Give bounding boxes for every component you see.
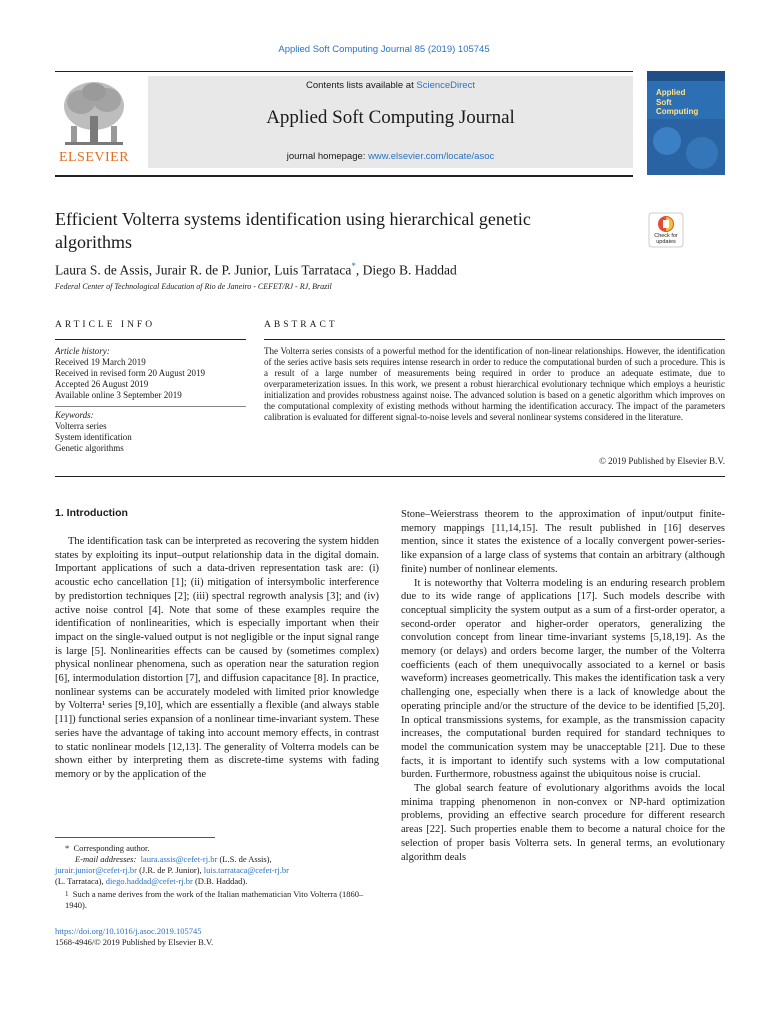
paragraph: The global search feature of evolutionary algorithms avoids the local minima trapping phenomenon in non-convex or NP-hard optimization problems, providing an effective search procedure for different research areas [22]. Such properties enable them to become a natural choice for the selection of proper basis Volterra sets. In general terms, an evolutionary algorithm deals (401, 783, 725, 863)
authors-text: Laura S. de Assis, Jurair R. de P. Junior, Luis Tarrataca (55, 262, 352, 278)
homepage-link[interactable]: www.elsevier.com/locate/asoc (368, 151, 495, 162)
keyword-item: Volterra series (55, 421, 107, 431)
email-owner: (L.S. de Assis), (219, 854, 272, 864)
abstract-heading: ABSTRACT (264, 320, 338, 330)
title-line: Efficient Volterra systems identification using hierarchical genetic (55, 209, 531, 229)
header-bottom-rule (55, 175, 633, 177)
corr-text: Corresponding author. (73, 843, 150, 853)
cover-title (656, 88, 698, 117)
corr-mark: * (65, 843, 70, 853)
header-top-rule (55, 71, 633, 72)
footnote-rule (55, 837, 215, 838)
abstract-rule (264, 339, 725, 340)
paragraph: Stone–Weierstrass theorem to the approximation of input/output finite-memory mappings [11,14,15]. The result published in [16] deserves mention, since it states the existence of a locally convergent power-series-like expansion of a large class of systems that contain an arbitrary (although finite) number of nonlinear elements. (401, 509, 725, 575)
homepage-line (148, 151, 633, 162)
author-list (55, 261, 457, 279)
fn1-text: Such a name derives from the work of the Italian mathematician Vito Volterra (1860–1940). (65, 889, 364, 910)
article-title (55, 208, 625, 254)
email-line (55, 876, 379, 887)
footnote-1 (55, 889, 379, 911)
article-info-heading: ARTICLE INFO (55, 320, 156, 330)
cover-line: Soft (656, 97, 672, 107)
cover-pattern (647, 119, 725, 175)
email-label: E-mail addresses: (75, 854, 137, 864)
keywords (55, 410, 246, 454)
keywords-rule (55, 406, 246, 407)
article-info-rule (55, 339, 246, 340)
email-owner: (D.B. Haddad). (194, 876, 248, 886)
history-item: Received 19 March 2019 (55, 357, 146, 367)
history-item: Accepted 26 August 2019 (55, 379, 149, 389)
sciencedirect-link[interactable]: ScienceDirect (416, 80, 475, 91)
title-line: algorithms (55, 232, 132, 252)
corresponding-author-mark[interactable]: * (351, 261, 356, 271)
footnotes (55, 843, 379, 911)
email-owner: (L. Tarrataca), (55, 876, 104, 886)
article-history (55, 346, 246, 401)
check-for-updates-badge[interactable] (648, 212, 684, 248)
abstract-bottom-rule (55, 476, 725, 477)
cover-line: Applied (656, 88, 686, 97)
email-link[interactable]: jurair.junior@cefet-rj.br (55, 865, 137, 875)
history-item: Received in revised form 20 August 2019 (55, 368, 205, 378)
email-link[interactable]: laura.assis@cefet-rj.br (140, 854, 218, 864)
contents-prefix: Contents lists available at (306, 80, 417, 91)
journal-name: Applied Soft Computing Journal (266, 107, 515, 128)
email-link[interactable]: luis.tarrataca@cefet-rj.br (203, 865, 289, 875)
history-label: Article history: (55, 346, 110, 356)
fn1-mark: 1 (65, 890, 69, 898)
keywords-label: Keywords: (55, 410, 94, 420)
email-line (55, 865, 379, 876)
section-title: 1. Introduction (55, 507, 128, 519)
journal-reference[interactable]: Applied Soft Computing Journal 85 (2019) 105745 (278, 44, 490, 55)
doi-link[interactable]: https://doi.org/10.1016/j.asoc.2019.105745 (55, 926, 202, 936)
elsevier-wordmark: ELSEVIER (58, 150, 130, 165)
keyword-item: System identification (55, 432, 132, 442)
homepage-prefix: journal homepage: (286, 151, 369, 162)
corresponding-author-note (55, 843, 379, 854)
doi-block (55, 926, 379, 948)
keyword-item: Genetic algorithms (55, 443, 124, 453)
issn-line: 1568-4946/© 2019 Published by Elsevier B.V. (55, 937, 214, 947)
right-column (401, 508, 725, 864)
cover-line: Computing (656, 107, 699, 116)
history-item: Available online 3 September 2019 (55, 390, 182, 400)
contents-line (148, 80, 633, 91)
journal-cover-thumbnail[interactable] (647, 71, 725, 175)
abstract-copyright: © 2019 Published by Elsevier B.V. (599, 456, 725, 466)
check-label: Check for (654, 233, 678, 239)
email-line (55, 854, 379, 865)
authors-text: , Diego B. Haddad (355, 262, 457, 278)
cover-top-band (647, 71, 725, 81)
email-link[interactable]: diego.haddad@cefet-rj.br (105, 876, 193, 886)
check-label: updates (656, 239, 676, 245)
left-column (55, 535, 379, 782)
intro-paragraph: The identification task can be interpreted as recovering the system hidden states by exploiting its input–output relationship data in the digital domain. Important applications of such a data-driven representation task are: (i) acoustic echo cancellation [1]; (ii) mitigation of intersymbolic interference by predistortion techniques [2]; (iii) spectral regrowth analysis [3]; and (iv) active noise control [4]. Note that some of these examples require the identification of nonlinearities, which is especially important when their impact on the single-valued output is not negligible or the input signal range is large [5]. Nonlinearities effects can be caused by (sometimes complex) physical nonlinear phenomena, such as operation near the saturation region [6], intermodulation distortion [7], and diffusion capacitance [8]. In practice, nonlinear systems can be accurately modeled with limited prior knowledge by Volterra¹ series [9,10], which are essentially a flexible (and always stable [11]) functional series expansion of a nonlinear time-invariant system. These series have the advantage of taking into account memory effects, in contrast to static nonlinear models [12,13]. The generality of Volterra models can be shown either by interpreting them as discrete-time systems with fading memory or by the application of the (55, 536, 379, 780)
email-owner: (J.R. de P. Junior), (139, 865, 202, 875)
paragraph: It is noteworthy that Volterra modeling is an enduring research problem due to its wide range of applications [17]. Such models describe with conceptual simplicity the system output as a sum of a first-order operator, a second-order operator and higher-order operators, generalizing the convolution concept from linear time-invariant systems [5,18,19]. As the memory (or delays) and orders become larger, the number of the Volterra coefficients (each of them unequivocally associated to a kernel or basis waveform) increases geometrically. This makes the identification task a very challenging one, especially when there is a lack of knowledge about the operating principle and/or the structure of the device to be identified [5,20]. In optical transmissions systems, for example, as the transmission capacity increases, the computational burden required for standard techniques to model the communication system may be unacceptable [21]. Due to these facts, it is important to identify such systems with a low computational burden. Furthermore, robustness against the ubiquitous noise is crucial. (401, 577, 725, 781)
abstract-text: The Volterra series consists of a powerful method for the identification of non-linear relationships. However, the identification of the series active basis sets requires intense research in order to reduce the computational burden of such a procedure. This is a result of a large number of measurements being required in order to produce an adequate estimate, due to overparameterization issues. In this work, we present a robust hierarchical evolutionary technique which employs a heuristic initialization and provides robustness against noise. The advanced solution is based on a genetic algorithm which improves on the computational complexity of existing methods without harming the identification accuracy. The impact of the parameters calibration is evaluated for different signal-to-noise levels and several nonlinear systems considered in the literature. (264, 346, 725, 422)
affiliation: Federal Center of Technological Education of Rio de Janeiro - CEFET/RJ - RJ, Brazil (55, 282, 332, 291)
